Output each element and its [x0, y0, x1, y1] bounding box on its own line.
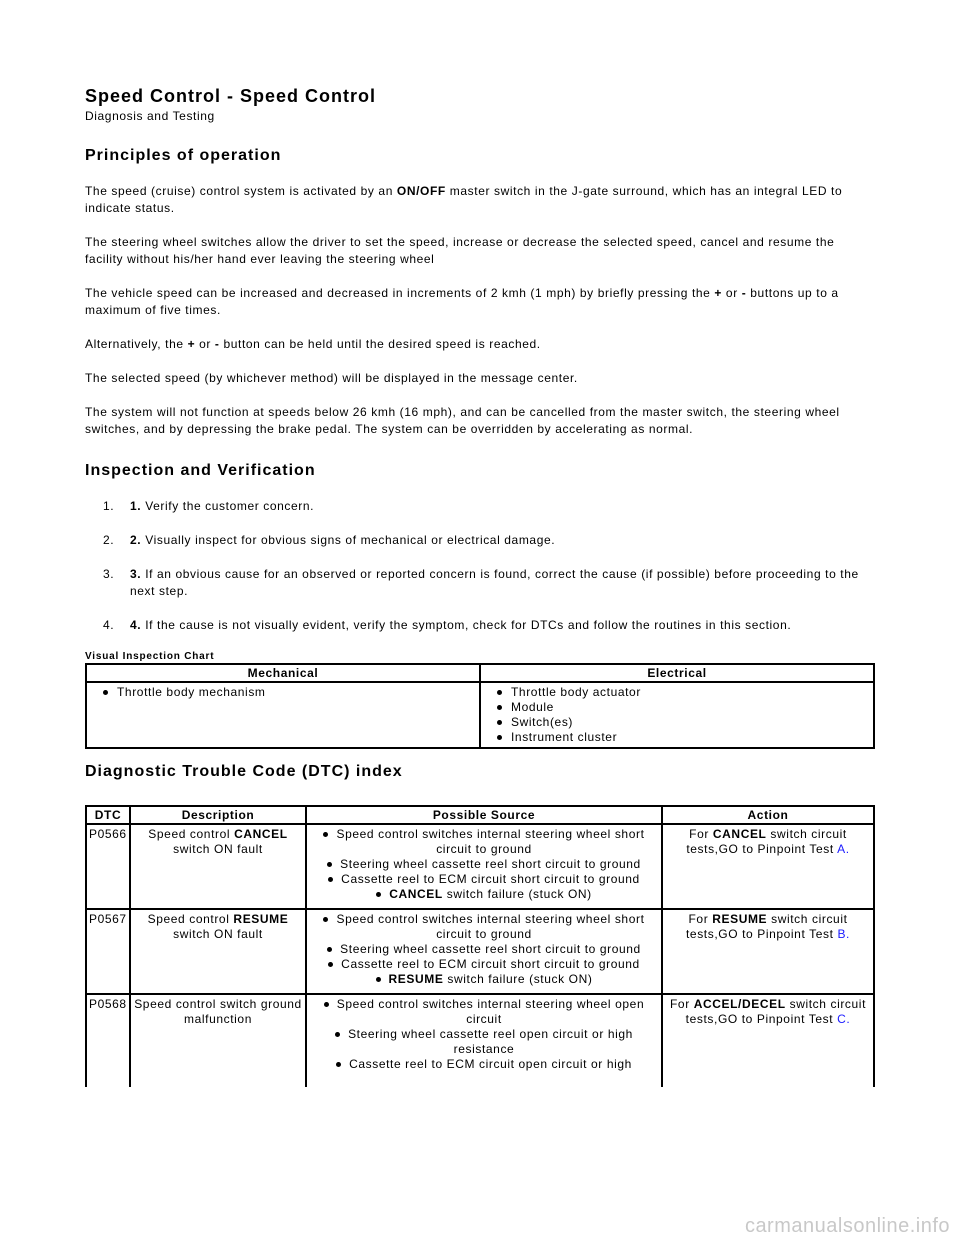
bullet-icon	[327, 947, 332, 952]
bullet-icon	[324, 1002, 329, 1007]
electrical-cell	[480, 682, 874, 748]
dtc-possible-source	[306, 909, 662, 994]
table-row	[86, 909, 874, 994]
bullet-icon	[327, 862, 332, 867]
dtc-action: For ACCEL/DECEL switch circuit tests,GO to Pinpoint Test C.	[662, 994, 874, 1087]
list-item: Steering wheel cassette reel short circuit to ground	[309, 942, 659, 957]
principles-paragraph-1: The speed (cruise) control system is activated by an ON/OFF master switch in the J-gate surround, which has an integral LED to indicate status.	[85, 184, 843, 215]
bullet-icon	[328, 962, 333, 967]
dtc-code: P0567	[86, 909, 130, 994]
bullet-icon	[335, 1032, 340, 1037]
inspection-heading: Inspection and Verification	[85, 462, 316, 479]
page-title: Speed Control - Speed Control	[85, 86, 377, 106]
bullet-icon	[323, 832, 328, 837]
column-header-description: Description	[130, 806, 306, 824]
pinpoint-test-link[interactable]: B.	[837, 927, 850, 941]
principles-paragraph-5: The selected speed (by whichever method) will be displayed in the message center.	[85, 371, 578, 385]
watermark: carmanualsonline.info	[744, 1215, 950, 1237]
inspection-step: 2. 2. Visually inspect for obvious signs of mechanical or electrical damage.	[103, 533, 556, 547]
list-item: Switch(es)	[485, 715, 869, 730]
principles-paragraph-3: The vehicle speed can be increased and decreased in increments of 2 kmh (1 mph) by briefly pressing the + or - buttons up to a maximum of five times.	[85, 286, 839, 317]
list-item: RESUME switch failure (stuck ON)	[309, 972, 659, 987]
list-item: Steering wheel cassette reel short circuit to ground	[309, 857, 659, 872]
inspection-step: 3. 3. If an obvious cause for an observed or reported concern is found, correct the cause (if possible) before proceeding to the next step.	[103, 567, 859, 598]
column-header-electrical: Electrical	[480, 664, 874, 682]
dtc-code: P0566	[86, 824, 130, 909]
page-subtitle: Diagnosis and Testing	[85, 109, 215, 123]
dtc-description: Speed control switch ground malfunction	[130, 994, 306, 1087]
list-item: Steering wheel cassette reel open circuit or high resistance	[309, 1027, 659, 1057]
list-item: Speed control switches internal steering wheel short circuit to ground	[309, 827, 659, 857]
column-header-dtc: DTC	[86, 806, 130, 824]
principles-paragraph-6: The system will not function at speeds below 26 kmh (16 mph), and can be cancelled from the master switch, the steering wheel switches, and by depressing the brake pedal. The system can be overridden by accelerating as normal.	[85, 405, 840, 436]
list-item: Cassette reel to ECM circuit open circuit or high	[309, 1057, 659, 1072]
dtc-description: Speed control RESUME switch ON fault	[130, 909, 306, 994]
table-row	[86, 994, 874, 1087]
bullet-icon	[376, 892, 381, 897]
inspection-step: 4. 4. If the cause is not visually evident, verify the symptom, check for DTCs and follow the routines in this section.	[103, 618, 792, 632]
list-item: Module	[485, 700, 869, 715]
principles-paragraph-4: Alternatively, the + or - button can be held until the desired speed is reached.	[85, 337, 541, 351]
bullet-icon	[376, 977, 381, 982]
column-header-mechanical: Mechanical	[86, 664, 480, 682]
dtc-possible-source	[306, 824, 662, 909]
dtc-action: For CANCEL switch circuit tests,GO to Pinpoint Test A.	[662, 824, 874, 909]
inspection-steps	[85, 498, 875, 634]
bullet-icon	[323, 917, 328, 922]
principles-heading: Principles of operation	[85, 147, 282, 164]
table-row	[86, 824, 874, 909]
visual-chart-caption: Visual Inspection Chart	[85, 651, 215, 662]
list-item: Speed control switches internal steering wheel short circuit to ground	[309, 912, 659, 942]
mechanical-cell	[86, 682, 480, 748]
column-header-possible-source: Possible Source	[306, 806, 662, 824]
list-item: CANCEL switch failure (stuck ON)	[309, 887, 659, 902]
inspection-step: 1. 1. Verify the customer concern.	[103, 499, 315, 513]
dtc-possible-source	[306, 994, 662, 1087]
list-item: Speed control switches internal steering wheel open circuit	[309, 997, 659, 1027]
list-item: Instrument cluster	[485, 730, 869, 745]
dtc-heading: Diagnostic Trouble Code (DTC) index	[85, 763, 403, 780]
visual-inspection-table	[85, 663, 875, 749]
list-item: Throttle body actuator	[485, 685, 869, 700]
bullet-icon	[328, 877, 333, 882]
column-header-action: Action	[662, 806, 874, 824]
list-item: Throttle body mechanism	[91, 685, 475, 700]
pinpoint-test-link[interactable]: A.	[837, 842, 850, 856]
dtc-code: P0568	[86, 994, 130, 1087]
list-item: Cassette reel to ECM circuit short circuit to ground	[309, 957, 659, 972]
pinpoint-test-link[interactable]: C.	[837, 1012, 851, 1026]
document-page	[85, 86, 875, 1087]
list-item: Cassette reel to ECM circuit short circuit to ground	[309, 872, 659, 887]
bullet-icon	[336, 1062, 341, 1067]
dtc-description: Speed control CANCEL switch ON fault	[130, 824, 306, 909]
dtc-action: For RESUME switch circuit tests,GO to Pinpoint Test B.	[662, 909, 874, 994]
dtc-table	[85, 805, 875, 1087]
principles-paragraph-2: The steering wheel switches allow the driver to set the speed, increase or decrease the selected speed, cancel and resume the facility without his/her hand ever leaving the steering wheel	[85, 235, 835, 266]
